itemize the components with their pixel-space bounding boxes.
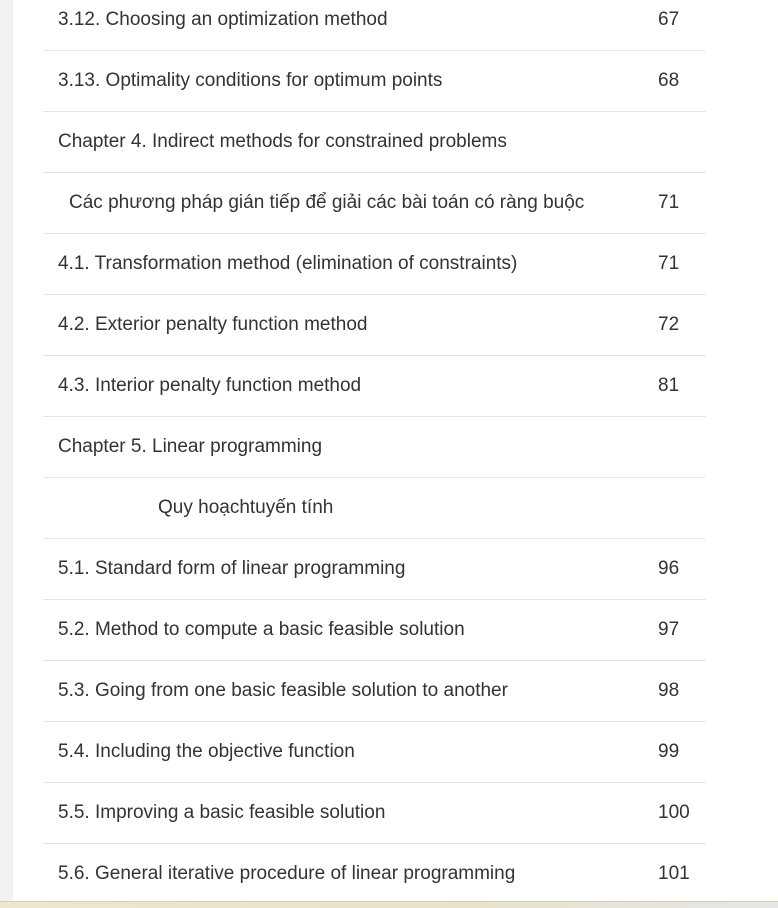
table-of-contents	[43, 0, 706, 905]
toc-page-number: 71	[658, 192, 680, 213]
toc-title: 5.1. Standard form of linear programming	[58, 558, 406, 579]
toc-page-number: 81	[658, 375, 680, 396]
toc-page-number: 71	[658, 253, 680, 274]
bottom-border-strip	[0, 901, 778, 908]
toc-title: 5.2. Method to compute a basic feasible solution	[58, 619, 465, 640]
toc-chapter-row	[43, 112, 706, 173]
toc-chapter-title: Chapter 4. Indirect methods for constrained problems	[58, 131, 507, 152]
toc-subtitle: Các phương pháp gián tiếp để giải các bài toán có ràng buộc	[69, 192, 585, 213]
toc-page-number: 101	[658, 863, 690, 884]
toc-title: 3.13. Optimality conditions for optimum points	[58, 70, 443, 91]
toc-row	[43, 600, 706, 661]
toc-row	[43, 356, 706, 417]
toc-title: 4.3. Interior penalty function method	[58, 375, 362, 396]
toc-page-number: 97	[658, 619, 680, 640]
toc-page-number: 99	[658, 741, 680, 762]
toc-row	[43, 51, 706, 112]
toc-title: 5.6. General iterative procedure of linear programming	[58, 863, 516, 884]
toc-title: 4.1. Transformation method (elimination of constraints)	[58, 253, 518, 274]
toc-row	[43, 539, 706, 600]
toc-title: 5.4. Including the objective function	[58, 741, 355, 762]
toc-chapter-title: Chapter 5. Linear programming	[58, 436, 323, 457]
toc-page-number: 72	[658, 314, 680, 335]
toc-title: 5.3. Going from one basic feasible solution to another	[58, 680, 508, 701]
toc-row	[43, 0, 706, 51]
toc-row	[43, 234, 706, 295]
toc-subtitle: Quy hoạchtuyến tính	[158, 497, 334, 518]
toc-row	[43, 661, 706, 722]
toc-title: 5.5. Improving a basic feasible solution	[58, 802, 386, 823]
toc-row	[43, 173, 706, 234]
left-gutter	[0, 0, 13, 908]
toc-row	[43, 722, 706, 783]
toc-page-number: 100	[658, 802, 690, 823]
toc-row	[43, 783, 706, 844]
toc-page-number: 68	[658, 70, 680, 91]
toc-page-number: 98	[658, 680, 680, 701]
toc-page-number: 96	[658, 558, 680, 579]
toc-row	[43, 295, 706, 356]
toc-chapter-row	[43, 417, 706, 478]
toc-page-number: 67	[658, 9, 680, 30]
toc-title: 4.2. Exterior penalty function method	[58, 314, 368, 335]
toc-row	[43, 844, 706, 905]
toc-row	[43, 478, 706, 539]
toc-title: 3.12. Choosing an optimization method	[58, 9, 388, 30]
